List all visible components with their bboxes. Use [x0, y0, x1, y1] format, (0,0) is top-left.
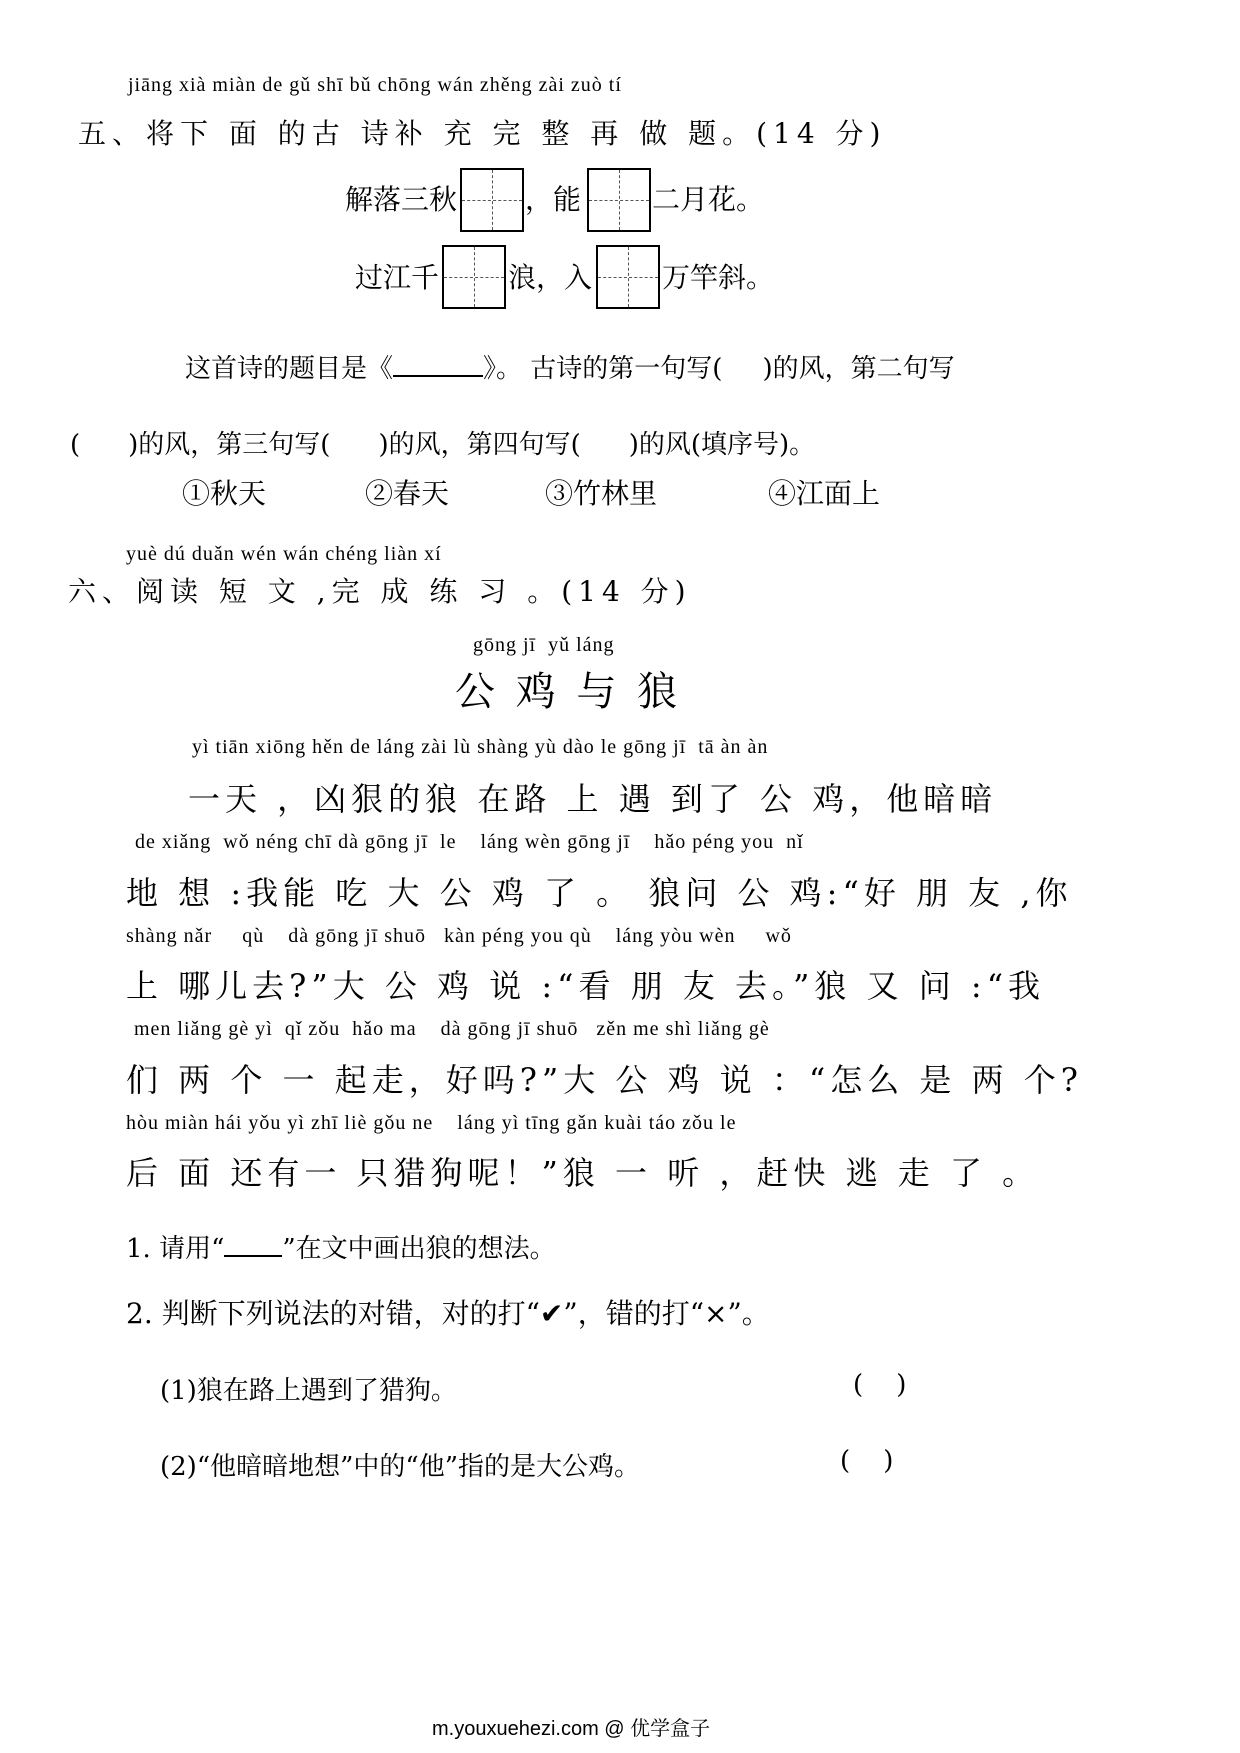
section6-heading: 六、阅读 短 文 ,完 成 练 习 。(14 分) [68, 575, 692, 608]
q-line2-c: )的风，第四句写( [378, 430, 581, 460]
story-pinyin-5: hòu miàn hái yǒu yì zhī liè gǒu ne láng yì tīng gǎn kuài táo zǒu le [126, 1112, 737, 1134]
option-2: ②春天 [365, 477, 450, 510]
footer-watermark: m.youxuehezi.com @ 优学盒子 [432, 1718, 711, 1740]
q-line2-a: ( [70, 430, 81, 460]
section5-pinyin: jiāng xià miàn de gǔ shī bǔ chōng wán zhěng zài zuò tí [128, 74, 622, 96]
q-line2-d: )的风(填序号)。 [628, 430, 816, 460]
section5-heading: 五、将下 面 的古 诗补 充 完 整 再 做 题。(14 分) [78, 117, 887, 150]
answer-box-2[interactable] [587, 168, 651, 232]
story-pinyin-3: shàng nǎr qù dà gōng jī shuō kàn péng you qù láng yòu wèn wǒ [126, 925, 792, 947]
judge-answer-2[interactable]: ( ) [840, 1446, 894, 1476]
story-pinyin-2: de xiǎng wǒ néng chī dà gōng jī le láng wèn gōng jī hǎo péng you nǐ [135, 831, 804, 853]
q1-underline-sample [224, 1255, 282, 1257]
story-line-1: 一天 ，凶狠的狼 在路 上 遇 到了 公 鸡，他暗暗 [188, 780, 998, 818]
poem-line1-part1: 解落三秋 [345, 183, 458, 216]
poem-line2-part3: 万竿斜。 [662, 261, 775, 294]
option-3: ③竹林里 [545, 477, 658, 510]
question-line-1 [185, 348, 955, 385]
option-4: ④江面上 [768, 477, 881, 510]
section6-pinyin: yuè dú duǎn wén wán chéng liàn xí [126, 543, 442, 565]
q-line1-b: 》。 古诗的第一句写( [483, 354, 723, 384]
poem-line2-part2: 浪，入 [508, 261, 593, 294]
poem-line2-part1: 过江千 [355, 261, 440, 294]
q-line1-a: 这首诗的题目是《 [185, 354, 394, 384]
story-line-4: 们 两 个 一 起走，好吗?”大 公 鸡 说 ：“怎么 是 两 个? [126, 1061, 1083, 1099]
q1-a: 1. 请用“ [126, 1234, 225, 1264]
story-line-3: 上 哪儿去?”大 公 鸡 说 :“看 朋 友 去。”狼 又 问 :“我 [126, 967, 1046, 1005]
q1-b: ”在文中画出狼的想法。 [282, 1234, 556, 1264]
title-blank[interactable] [393, 375, 483, 377]
judge-answer-1[interactable]: ( ) [853, 1370, 907, 1400]
question-1 [126, 1228, 556, 1265]
poem-line1-part2: ，能 [525, 183, 582, 216]
story-title: 公 鸡 与 狼 [455, 669, 682, 715]
q-line1-c: )的风，第二句写 [762, 354, 955, 384]
judge-text-2: (2)“他暗暗地想”中的“他”指的是大公鸡。 [160, 1452, 640, 1482]
judge-text-1: (1)狼在路上遇到了猎狗。 [160, 1376, 457, 1406]
story-pinyin-1: yì tiān xiōng hěn de láng zài lù shàng yù dào le gōng jī tā àn àn [192, 736, 769, 758]
answer-box-4[interactable] [596, 245, 660, 309]
question-2: 2. 判断下列说法的对错，对的打“✔”，错的打“×”。 [126, 1297, 770, 1330]
poem-line1-part3: 二月花。 [652, 183, 765, 216]
story-pinyin-4: men liǎng gè yì qǐ zǒu hǎo ma dà gōng jī shuō zěn me shì liǎng gè [134, 1018, 770, 1040]
q-line2-b: )的风，第三句写( [128, 430, 331, 460]
option-1: ①秋天 [182, 477, 267, 510]
answer-box-3[interactable] [442, 245, 506, 309]
story-line-5: 后 面 还有一 只猎狗呢！”狼 一 听 ，赶快 逃 走 了 。 [126, 1154, 1040, 1192]
story-title-pinyin: gōng jī yǔ láng [473, 634, 615, 656]
question-line-2 [70, 424, 815, 461]
answer-box-1[interactable] [460, 168, 524, 232]
story-line-2: 地 想 :我能 吃 大 公 鸡 了 。 狼问 公 鸡:“好 朋 友 ,你 [126, 874, 1073, 912]
